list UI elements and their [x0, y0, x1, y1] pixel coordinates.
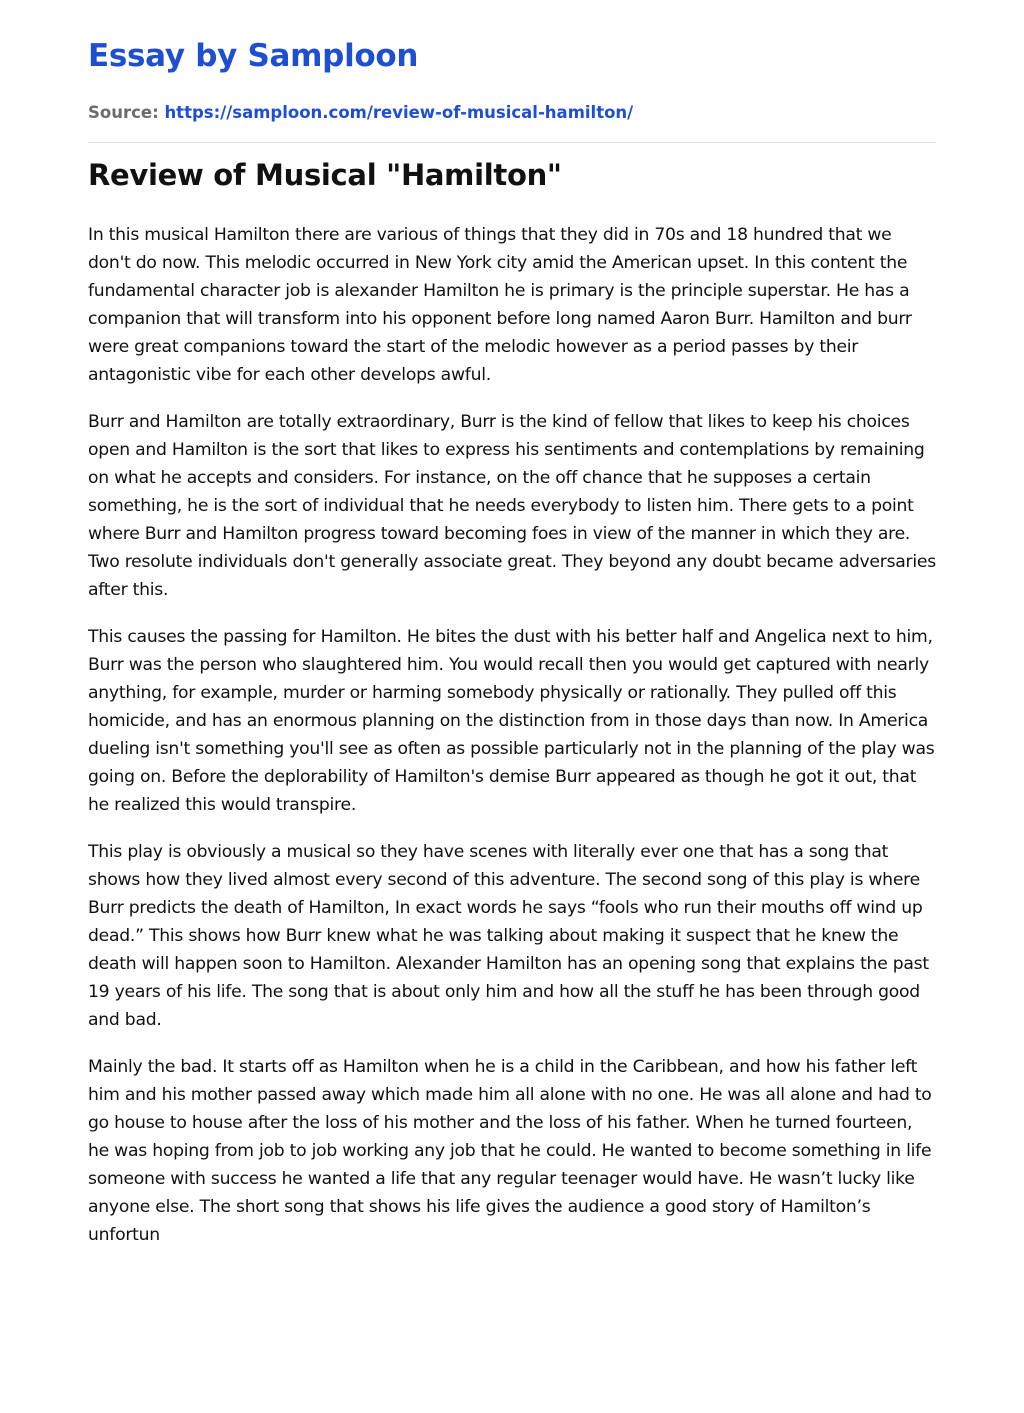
essay-paragraph-2: Burr and Hamilton are totally extraordinary, Burr is the kind of fellow that likes to keep his choices open and Hamilton is the sort that likes to express his sentiments and contemplations by remaining on what he accepts and considers. For instance, on the off chance that he supposes a certain something, he is the sort of individual that he needs everybody to listen him. There gets to a point where Burr and Hamilton progress toward becoming foes in view of the manner in which they are. Two resolute individuals don't generally associate great. They beyond any doubt became adversaries after this.	[88, 412, 936, 600]
essay-title: Review of Musical "Hamilton"	[88, 158, 562, 192]
source-link[interactable]: https://samploon.com/review-of-musical-hamilton/	[164, 103, 634, 122]
essay-paragraph-1: In this musical Hamilton there are various of things that they did in 70s and 18 hundred that we don't do now. This melodic occurred in New York city amid the American upset. In this content the fundamental character job is alexander Hamilton he is primary is the principle superstar. He has a companion that will transform into his opponent before long named Aaron Burr. Hamilton and burr were great companions toward the start of the melodic however as a period passes by their antagonistic vibe for each other develops awful.	[88, 225, 912, 385]
source-line	[88, 101, 633, 125]
source-label: Source:	[88, 103, 159, 122]
essay-body	[88, 221, 936, 1396]
essay-paragraph-4: This play is obviously a musical so they have scenes with literally ever one that has a song that shows how they lived almost every second of this adventure. The second song of this play is where Burr predicts the death of Hamilton, In exact words he says “fools who run their mouths off wind up dead.” This shows how Burr knew what he was talking about making it suspect that he knew the death will happen soon to Hamilton. Alexander Hamilton has an opening song that explains the past 19 years of his life. The song that is about only him and how all the stuff he has been through good and bad.	[88, 842, 929, 1030]
site-brand-title[interactable]: Essay by Samploon	[88, 38, 419, 74]
header-divider	[88, 142, 936, 143]
essay-paragraph-3: This causes the passing for Hamilton. He bites the dust with his better half and Angelica next to him, Burr was the person who slaughtered him. You would recall then you would get captured with nearly anything, for example, murder or harming somebody physically or rationally. They pulled off this homicide, and has an enormous planning on the distinction from in those days than now. In America dueling isn't something you'll see as often as possible particularly not in the planning of the play was going on. Before the deplorability of Hamilton's demise Burr appeared as though he got it out, that he realized this would transpire.	[88, 627, 935, 815]
essay-paragraph-5: Mainly the bad. It starts off as Hamilton when he is a child in the Caribbean, and how his father left him and his mother passed away which made him all alone with no one. He was all alone and had to go house to house after the loss of his mother and the loss of his father. When he turned fourteen, he was hoping from job to job working any job that he could. He wanted to become something in life someone with success he wanted a life that any regular teenager would have. He wasn’t lucky like anyone else. The short song that shows his life gives the audience a good story of Hamilton’s unfortun	[88, 1057, 932, 1245]
